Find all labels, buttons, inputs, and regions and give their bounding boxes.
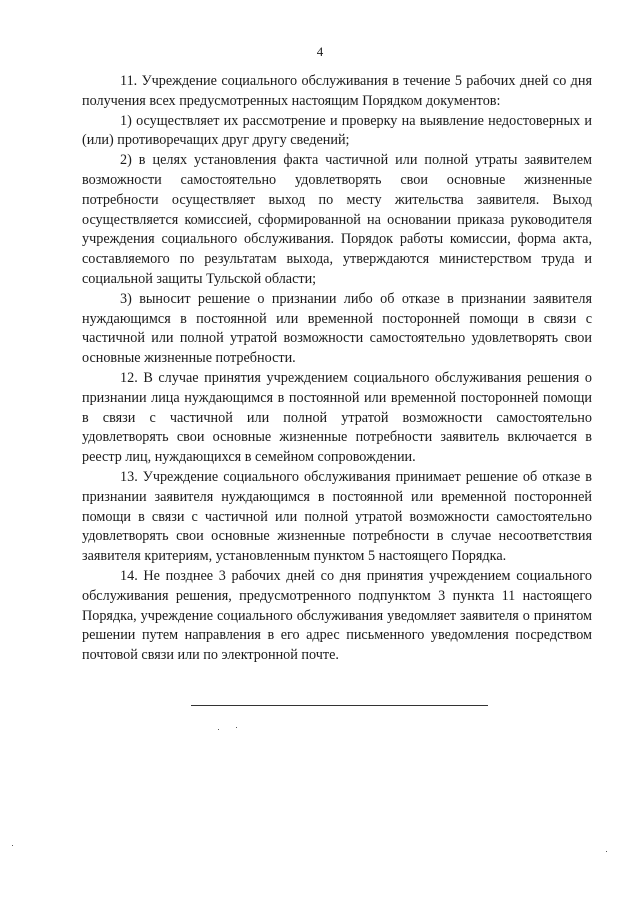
paragraph-13: 13. Учреждение социального обслуживания принимает решение об отказе в признании заявителя нуждающимся в постоянной или временной посторонней помощи в связи с частичной или полной утратой возможности самостоятельно удовлетворять свои основные жизненные потребности в случае несоответствия заявителя критериям, установленным пунктом 5 настоящего Порядка. [82,468,592,565]
paragraph-14: 14. Не позднее 3 рабочих дней со дня принятия учреждением социального обслуживания решения, предусмотренного подпунктом 3 пункта 11 настоящего Порядка, учреждение социального обслуживания уведомляет заявителя о принятом решении путем направления в его адрес письменного уведомления посредством почтовой связи или по электронной почте. [82,567,592,664]
paragraph-11-item-2: 2) в целях установления факта частичной или полной утраты заявителем возможности самостоятельно удовлетворять свои основные жизненные потребности осуществляет выход по месту жительства заявителя. Выход осуществляется комиссией, сформированной на основании приказа руководителя учреждения социального обслуживания. Порядок работы комиссии, форма акта, составляемого по результатам выхода, утверждаются министерством труда и социальной защиты Тульской области; [82,152,592,287]
scan-speck [236,727,237,728]
page-number: 4 [316,44,324,59]
end-divider-line [191,705,488,706]
scan-speck [218,729,219,730]
scan-speck [606,851,607,852]
paragraph-11-item-3: 3) выносит решение о признании либо об отказе в признании заявителя нуждающимся в постоянной или временной посторонней помощи в связи с частичной или полной утратой возможности самостоятельно удовлетворять свои основные жизненные потребности. [82,290,592,367]
scan-speck [12,845,13,846]
document-body [82,72,592,666]
paragraph-11: 11. Учреждение социального обслуживания в течение 5 рабочих дней со дня получения всех предусмотренных настоящим Порядком документов: [82,73,592,109]
paragraph-11-item-1: 1) осуществляет их рассмотрение и проверку на выявление недостоверных и (или) противоречащих друг другу сведений; [82,112,592,149]
paragraph-12: 12. В случае принятия учреждением социального обслуживания решения о признании лица нуждающимся в постоянной или временной посторонней помощи в связи с частичной или полной утратой возможности самостоятельно удовлетворять свои основные жизненные потребности заявитель включается в реестр лиц, нуждающихся в семейном сопровождении. [82,369,592,466]
